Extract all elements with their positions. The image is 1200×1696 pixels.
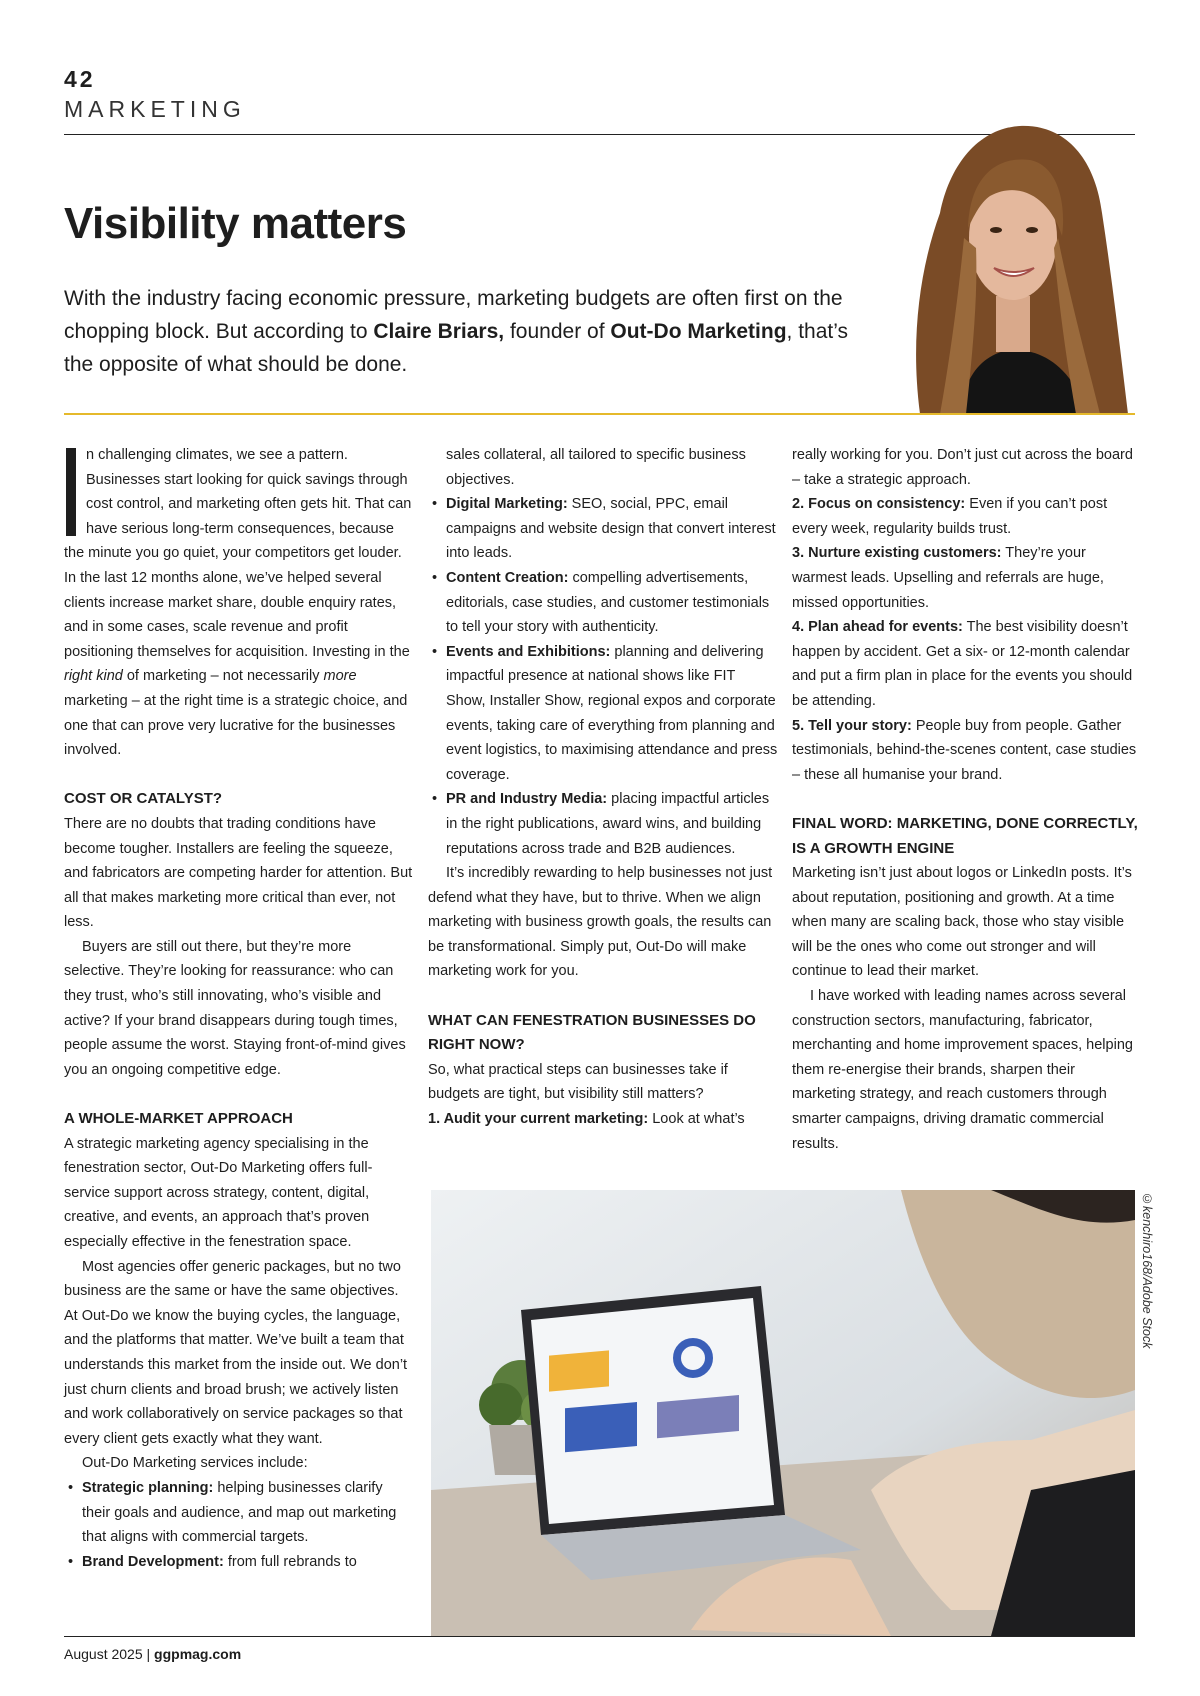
article-column-2	[428, 443, 778, 1132]
standfirst: With the industry facing economic pressure, marketing budgets are often first on the chopping block. But according to Claire Briars, founder of Out-Do Marketing, that’s the opposite of what should be done.	[64, 287, 849, 376]
subheading-right-now: WHAT CAN FENESTRATION BUSINESSES DO RIGHT NOW?	[428, 1011, 756, 1054]
list-continuation: sales collateral, all tailored to specific business objectives.	[446, 447, 746, 488]
services-list	[428, 492, 778, 861]
issue-date: August 2025	[64, 1646, 143, 1662]
paragraph: Most agencies offer generic packages, but no two business are the same or have the same objectives. At Out-Do we know the buying cycles, the language, and the platforms that matter. We’ve built a team that understands this market from the inside out. We don’t just churn clients and broad brush; we actively listen and work collaboratively on service packages so that every client gets exactly what they want.	[64, 1258, 408, 1447]
site-link[interactable]: ggpmag.com	[154, 1646, 242, 1662]
subheading-final-word: FINAL WORD: MARKETING, DONE CORRECTLY, IS A GROWTH ENGINE	[792, 814, 1138, 857]
paragraph: Buyers are still out there, but they’re more selective. They’re looking for reassurance: who can they trust, who’s still innovating, who’s visible and active? If your brand disappears during tough times, people assume the worst. Staying front-of-mind gives you an ongoing competitive edge.	[64, 938, 406, 1078]
step-item: 5. Tell your story: People buy from people. Gather testimonials, behind-the-scenes content, case studies – these all humanise your brand.	[792, 717, 1137, 783]
article-photo	[431, 1190, 1135, 1636]
step-item: 4. Plan ahead for events: The best visibility doesn’t happen by accident. Get a six- or 12-month calendar and put a firm plan in place for the events you should be attending.	[792, 619, 1133, 709]
headline: Visibility matters	[64, 199, 407, 248]
gold-divider	[64, 413, 1135, 415]
subheading-cost-or-catalyst: COST OR CATALYST?	[64, 790, 223, 808]
article-column-3	[792, 443, 1140, 1156]
paragraph: I have worked with leading names across several construction sectors, manufacturing, fabricator, merchanting and home improvement spaces, helping them re-energise their brands, sharpen their marketing strategy, and reach customers through smarter campaigns, driving dramatic commercial results.	[792, 988, 1133, 1152]
section-label: MARKETING	[64, 96, 246, 122]
services-list	[64, 1476, 414, 1574]
step-item: 1. Audit your current marketing: Look at what’s	[428, 1111, 745, 1128]
company-name: Out-Do Marketing	[610, 320, 787, 343]
bottom-divider	[64, 1636, 1135, 1637]
list-item: • Brand Development: from full rebrands to	[64, 1550, 414, 1575]
photo-credit: ©kenchiro168/Adobe Stock	[1140, 1192, 1154, 1349]
author-portrait	[880, 118, 1128, 414]
intro-paragraph: n challenging climates, we see a pattern. Businesses start looking for quick savings through cost control, and marketing often gets hit. That can have serious long-term consequences, because the minute you go quiet, your competitors get louder. In the last 12 months alone, we’ve helped several clients increase market share, double enquiry rates, and in some cases, scale revenue and profit positioning themselves for acquisition. Investing in the right kind of marketing – not necessarily more marketing – at the right time is a strategic choice, and one that can prove very lucrative for the businesses involved.	[64, 447, 412, 759]
drop-cap-bar	[66, 448, 76, 536]
list-item: • PR and Industry Media: placing impactful articles in the right publications, award wins, and building reputations across trade and B2B audiences.	[428, 787, 778, 861]
article-column-1	[64, 443, 414, 1574]
paragraph: There are no doubts that trading conditions have become tougher. Installers are feeling the squeeze, and fabricators are competing harder for attention. But all that makes marketing more critical than ever, not less.	[64, 815, 413, 931]
page-number: 42	[64, 66, 96, 92]
step-item: 3. Nurture existing customers: They’re your warmest leads. Upselling and referrals are huge, missed opportunities.	[792, 545, 1104, 611]
list-item: • Digital Marketing: SEO, social, PPC, email campaigns and website design that convert interest into leads.	[428, 492, 778, 566]
list-item: • Events and Exhibitions: planning and delivering impactful presence at national shows like FIT Show, Installer Show, regional expos and corporate events, taking care of everything from planning and event logistics, to maximising attendance and press coverage.	[428, 640, 778, 788]
paragraph: It’s incredibly rewarding to help businesses not just defend what they have, but to thrive. When we align marketing with business growth goals, the results can be transformational. Simply put, Out-Do will make marketing work for you.	[428, 865, 773, 980]
subheading-whole-market: A WHOLE-MARKET APPROACH	[64, 1110, 293, 1128]
footer: August 2025 | ggpmag.com	[64, 1646, 242, 1662]
paragraph: A strategic marketing agency specialising in the fenestration sector, Out-Do Marketing offers full-service support across strategy, content, digital, creative, and events, an approach that’s proven especially effective in the fenestration space.	[64, 1135, 373, 1250]
step-item: 2. Focus on consistency: Even if you can’t post every week, regularity builds trust.	[792, 496, 1108, 537]
list-item: • Content Creation: compelling advertisements, editorials, case studies, and customer testimonials to tell your story with authenticity.	[428, 566, 778, 640]
paragraph: So, what practical steps can businesses take if budgets are tight, but visibility still matters?	[428, 1061, 728, 1103]
person-name: Claire Briars,	[373, 320, 505, 343]
step-continuation: really working for you. Don’t just cut across the board – take a strategic approach.	[792, 447, 1133, 488]
paragraph: Marketing isn’t just about logos or LinkedIn posts. It’s about reputation, positioning and growth. At a time when many are scaling back, those who stay visible will be the ones who come out stronger and will continue to lead their market.	[792, 865, 1132, 980]
paragraph: Out-Do Marketing services include:	[82, 1455, 308, 1472]
list-item: • Strategic planning: helping businesses clarify their goals and audience, and map out marketing that aligns with commercial targets.	[64, 1476, 414, 1550]
